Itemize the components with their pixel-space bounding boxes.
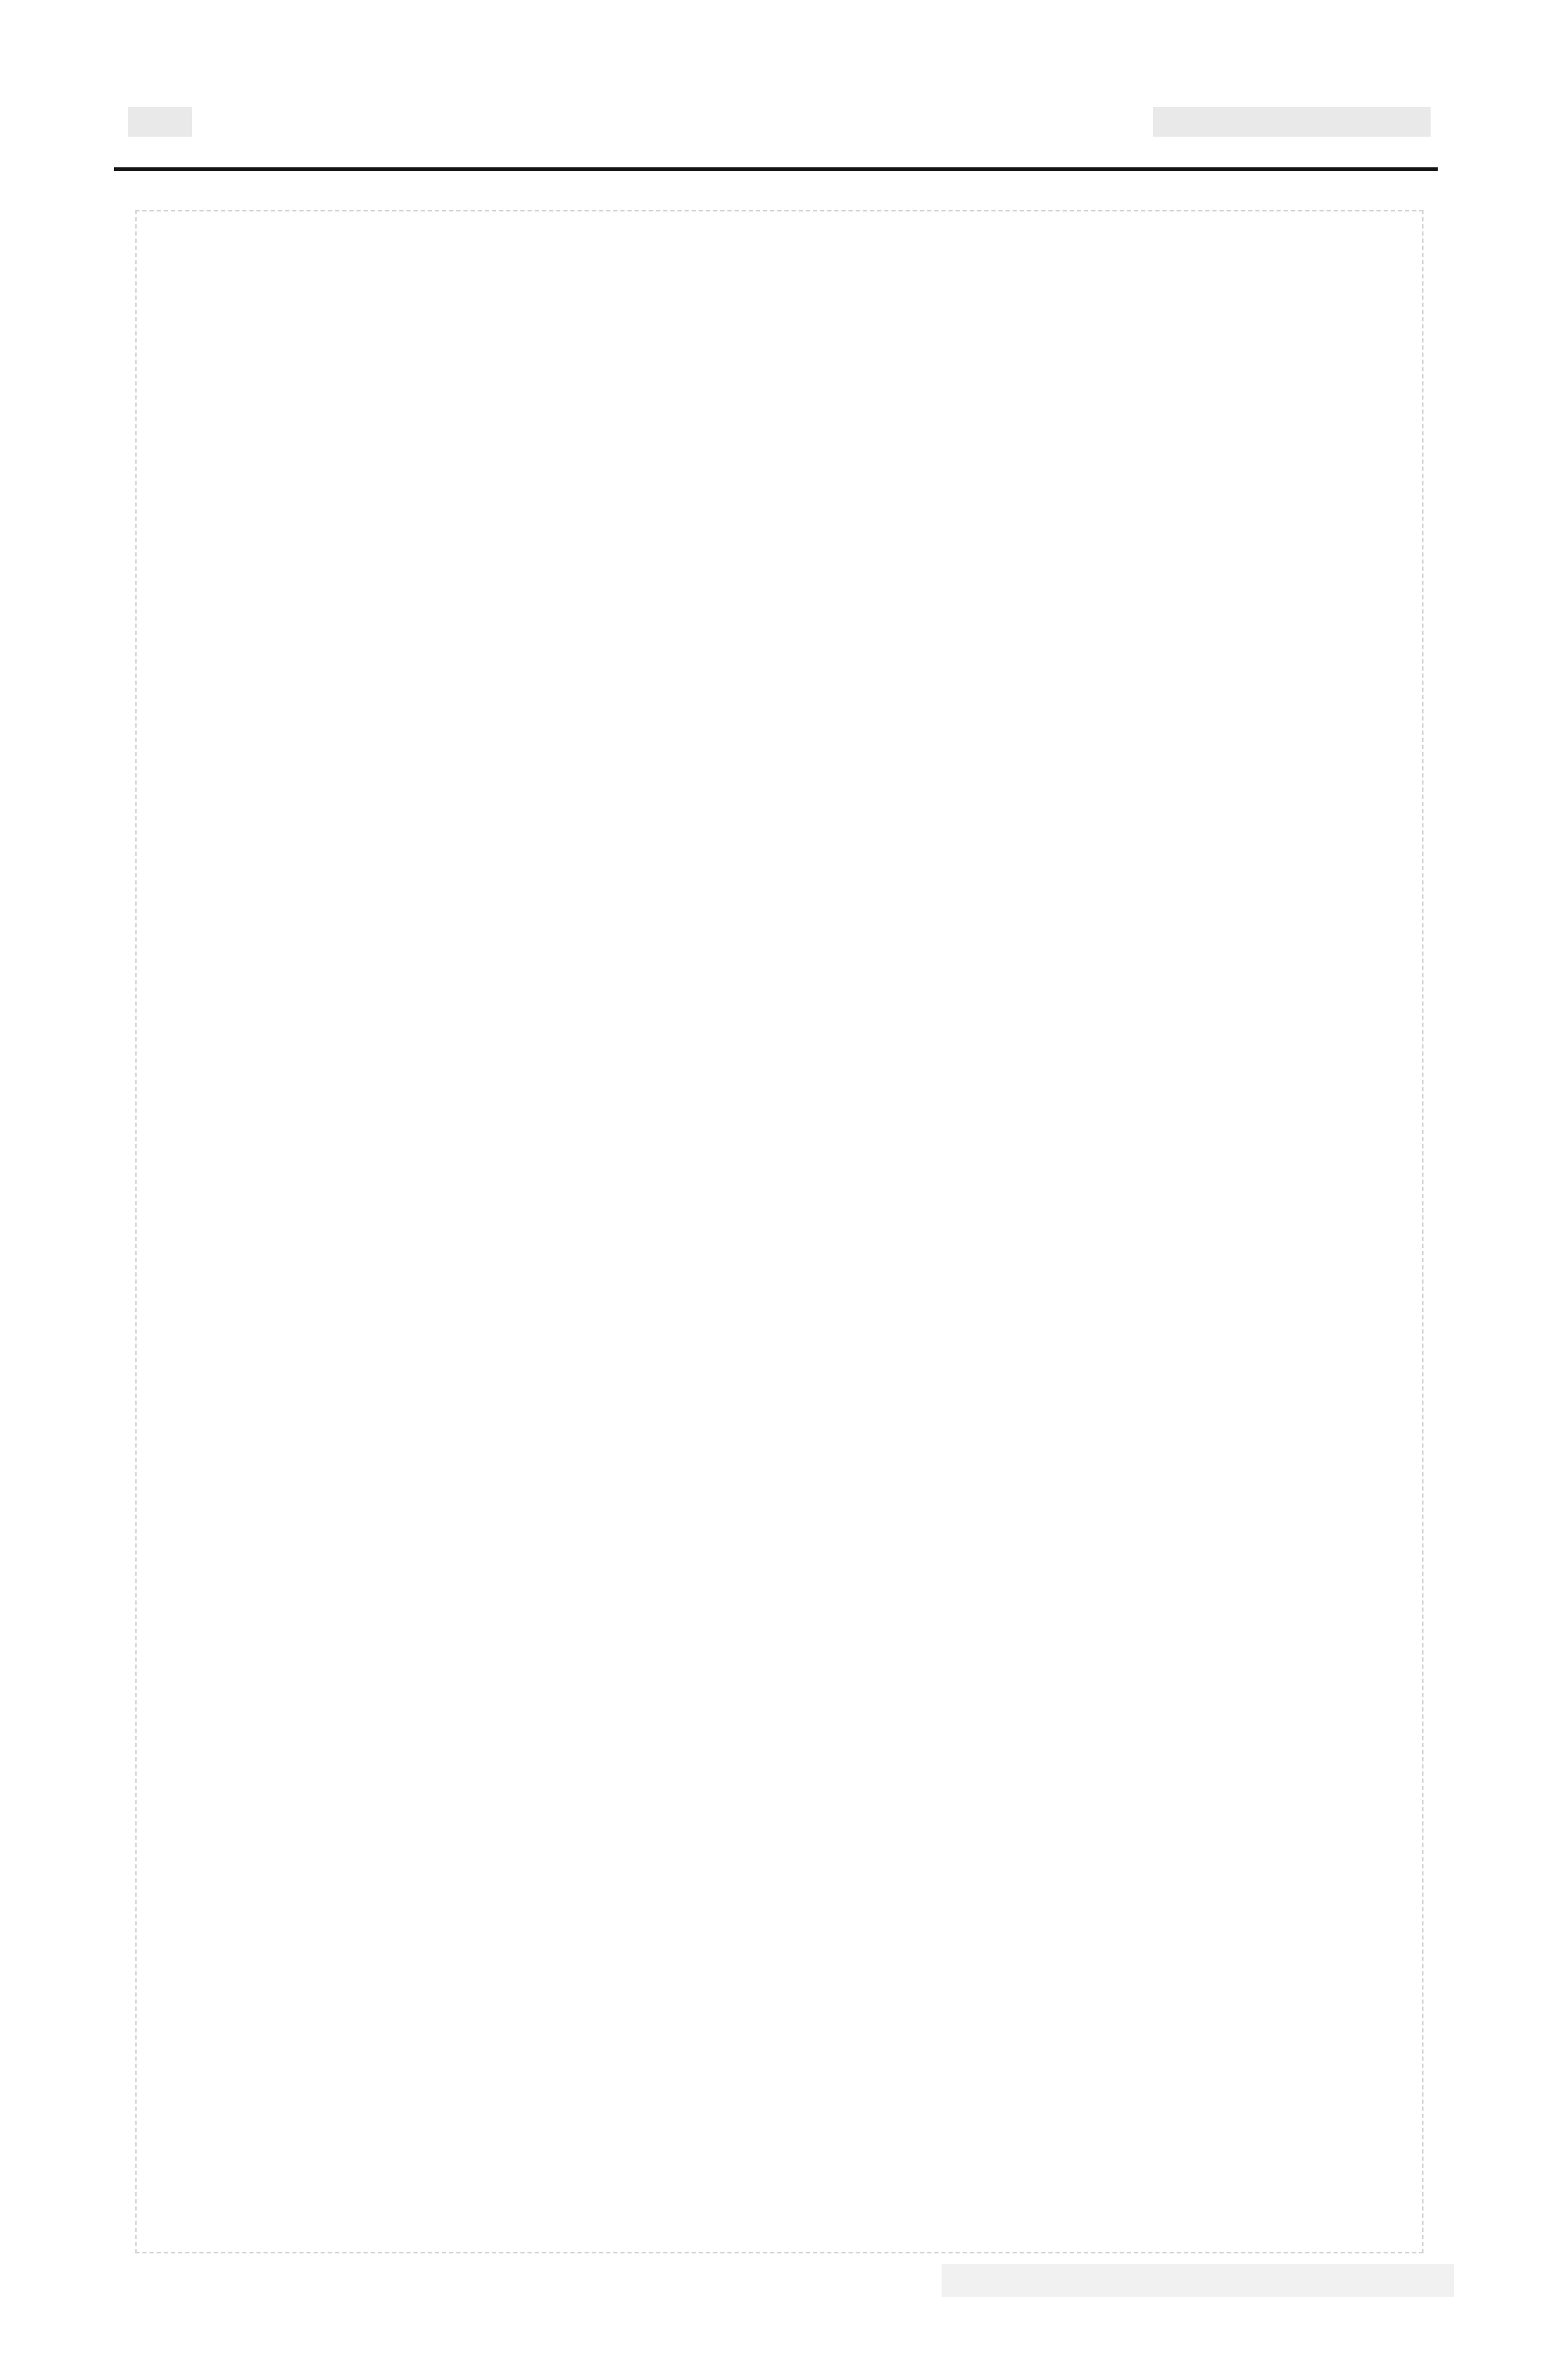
page-number-unreadable — [128, 107, 192, 137]
body-text-unreadable — [135, 210, 1424, 2253]
header-caption-unreadable — [1153, 107, 1431, 137]
header-rule — [114, 167, 1438, 171]
running-header — [114, 85, 1438, 171]
watermark-unreadable — [942, 2264, 1454, 2297]
